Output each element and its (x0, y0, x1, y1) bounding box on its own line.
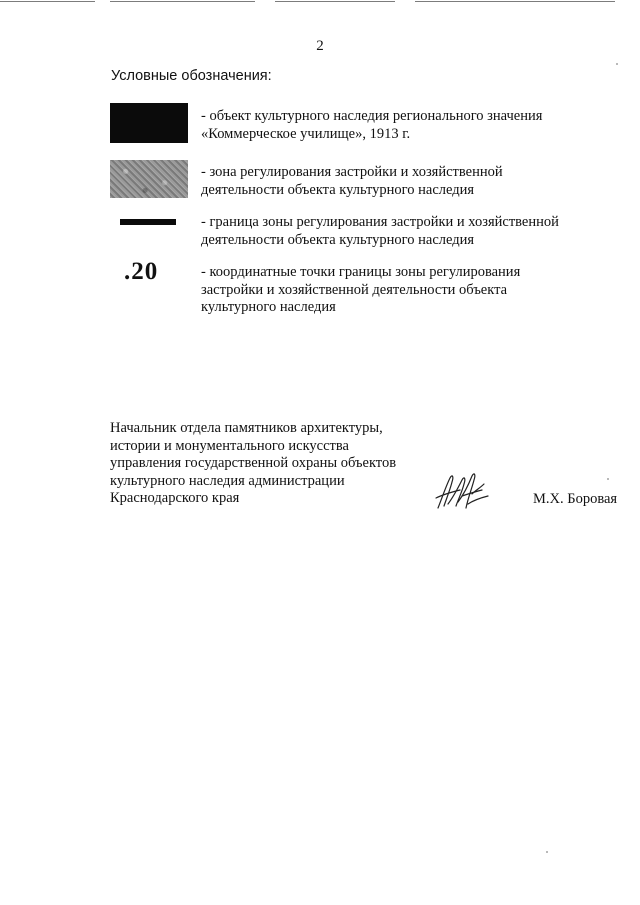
scan-speck (546, 851, 548, 853)
legend-description-line: - граница зоны регулирования застройки и хозяйственной (201, 214, 559, 230)
legend-description-line: - объект культурного наследия регионального значения (201, 108, 543, 124)
signatory-title-line: управления государственной охраны объектов (110, 455, 397, 471)
legend-description (201, 264, 600, 317)
signatory-title-line: истории и монументального искусства (110, 437, 349, 454)
legend-description-line: застройки и хозяйственной деятельности объекта (201, 281, 508, 298)
signatory-title-line: культурного наследия администрации (110, 472, 345, 489)
legend-description-line: - зона регулирования застройки и хозяйственной (201, 164, 503, 180)
boundary-line-symbol (120, 219, 176, 225)
legend-description (201, 164, 600, 199)
scan-artifact-line (275, 1, 395, 2)
textured-zone-symbol (110, 160, 188, 198)
scan-artifact-line (110, 1, 255, 2)
legend-description-line: деятельности объекта культурного наследия (201, 181, 475, 198)
scan-artifact-line (415, 1, 615, 2)
handwritten-signature (432, 468, 492, 513)
solid-block-symbol (110, 103, 188, 143)
scan-artifact-line (0, 1, 95, 2)
coordinate-point-symbol: .20 (124, 258, 159, 285)
legend-description-line: «Коммерческое училище», 1913 г. (201, 125, 411, 142)
signatory-title-line: Краснодарского края (110, 490, 240, 506)
signatory-title (110, 420, 396, 508)
signatory-title-line: Начальник отдела памятников архитектуры, (110, 420, 383, 436)
legend-description-line: деятельности объекта культурного наследия (201, 231, 475, 248)
legend-description (201, 214, 600, 249)
scan-speck (616, 63, 618, 65)
page-number: 2 (316, 38, 324, 54)
legend-description-line: культурного наследия (201, 299, 336, 315)
signer-name: М.Х. Боровая (533, 491, 618, 507)
legend-description (201, 108, 600, 143)
legend-heading: Условные обозначения: (111, 68, 272, 84)
legend-description-line: - координатные точки границы зоны регулирования (201, 264, 521, 280)
scan-speck (607, 478, 609, 480)
